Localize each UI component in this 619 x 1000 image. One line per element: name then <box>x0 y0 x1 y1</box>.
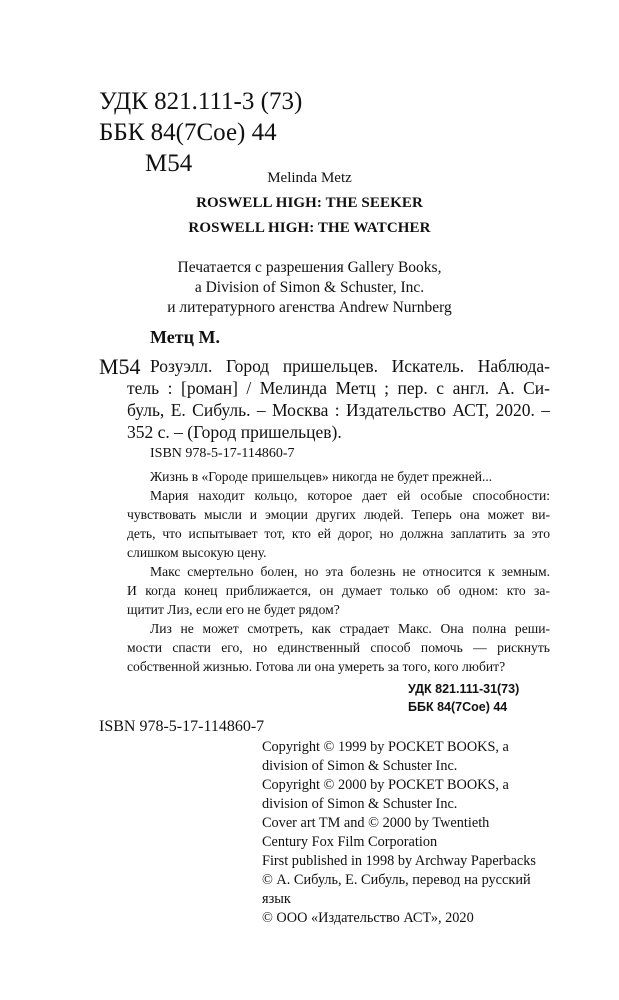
annotation-line-3: чувствовать мысли и эмоции других людей. Теперь она может ви- <box>127 507 550 522</box>
record-line-3: буль, Е. Сибуль. – Москва : Издательство АСТ, 2020. – <box>127 400 550 420</box>
copyright-line-2: division of Simon & Schuster Inc. <box>262 758 458 774</box>
annotation-line-5: слишком высокую цену. <box>127 545 267 560</box>
bottom-bbk-code: ББК 84(7Сое) 44 <box>408 700 508 714</box>
annotation-line-9: Лиз не может смотреть, как страдает Макс. Она полна реши- <box>150 621 550 636</box>
udk-code: УДК 821.111-3 (73) <box>99 88 303 115</box>
copyright-line-4: division of Simon & Schuster Inc. <box>262 796 458 812</box>
annotation-line-4: деть, что испытывает тот, кто ей дорог, но должна заплатить за это <box>127 526 550 541</box>
permission-line-3: и литературного агенства Andrew Nurnberg <box>167 299 452 316</box>
bbk-code: ББК 84(7Сое) 44 <box>99 119 277 146</box>
bottom-udk-code: УДК 821.111-31(73) <box>408 682 520 696</box>
copyright-line-5: Cover art TM and © 2000 by Twentieth <box>262 815 490 831</box>
original-author: Melinda Metz <box>267 170 352 186</box>
permission-line-2: a Division of Simon & Schuster, Inc. <box>194 279 425 296</box>
annotation-line-10: мости спасти его, но единственный способ помочь — рискнуть <box>127 640 550 655</box>
annotation-line-1: Жизнь в «Городе пришельцев» никогда не будет прежней... <box>150 469 493 484</box>
author-mark: М54 <box>145 150 193 177</box>
annotation-line-7: И когда конец приближается, он думает только об одном: кто за- <box>127 583 550 598</box>
record-isbn: ISBN 978-5-17-114860-7 <box>150 446 295 461</box>
isbn-main: ISBN 978-5-17-114860-7 <box>99 718 265 735</box>
copyright-line-1: Copyright © 1999 by POCKET BOOKS, a <box>262 739 509 755</box>
original-title-1: ROSWELL HIGH: THE SEEKER <box>196 195 423 211</box>
copyright-line-6: Century Fox Film Corporation <box>262 834 438 850</box>
annotation-line-8: щитит Лиз, если его не будет рядом? <box>127 602 340 617</box>
copyright-line-7: First published in 1998 by Archway Paperbacks <box>262 853 536 869</box>
original-title-2: ROSWELL HIGH: THE WATCHER <box>188 220 431 236</box>
copyright-line-9: язык <box>262 891 291 907</box>
copyright-line-3: Copyright © 2000 by POCKET BOOKS, a <box>262 777 509 793</box>
record-line-1: Розуэлл. Город пришельцев. Искатель. Наблюда- <box>150 356 550 376</box>
annotation-line-2: Мария находит кольцо, которое дает ей особые способности: <box>150 488 550 503</box>
copyright-line-8: © А. Сибуль, Е. Сибуль, перевод на русский <box>262 872 531 888</box>
permission-line-1: Печатается с разрешения Gallery Books, <box>177 259 442 276</box>
record-author: Метц М. <box>150 327 220 347</box>
record-mark: М54 <box>99 354 141 379</box>
record-line-4: 352 с. – (Город пришельцев). <box>127 422 342 442</box>
annotation-line-11: собственной жизнью. Готова ли она умереть за того, кого любит? <box>127 659 506 674</box>
copyright-line-10: © ООО «Издательство АСТ», 2020 <box>262 910 474 926</box>
annotation-line-6: Макс смертельно болен, но эта болезнь не относится к земным. <box>150 564 550 579</box>
record-line-2: тель : [роман] / Мелинда Метц ; пер. с англ. А. Си- <box>127 378 550 398</box>
